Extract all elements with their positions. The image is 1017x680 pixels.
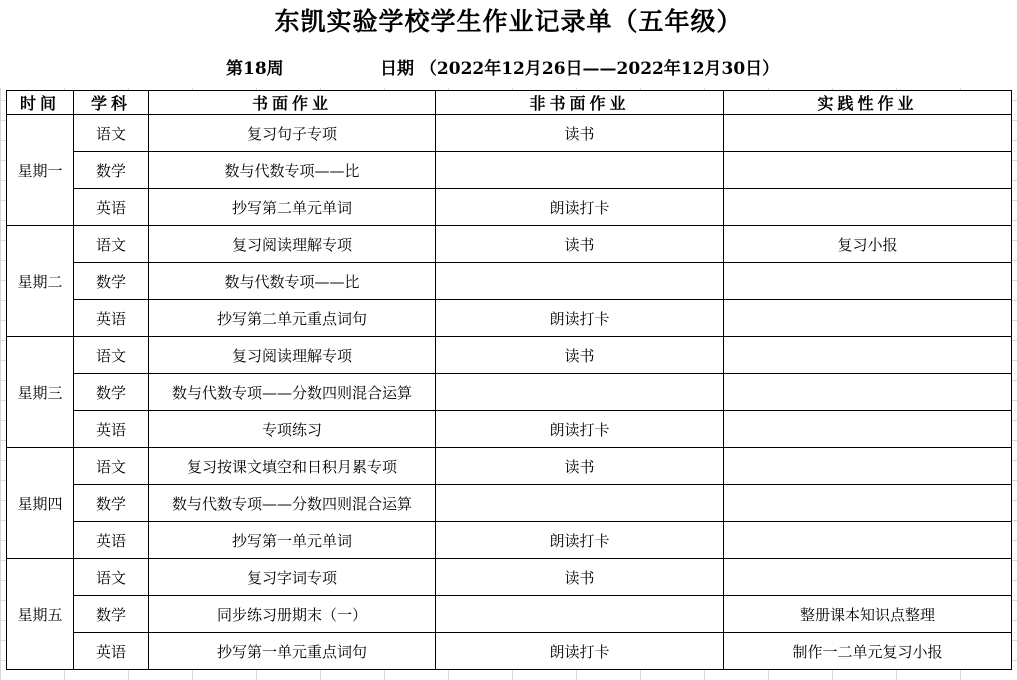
date-range-label: 日期 （2022年12月26日——2022年12月30日）: [380, 59, 780, 79]
written-homework-cell[interactable]: 复习阅读理解专项: [149, 226, 436, 263]
header-subject[interactable]: 学科: [74, 91, 149, 115]
written-homework-cell[interactable]: 数与代数专项——比: [149, 152, 436, 189]
written-homework-cell[interactable]: 数与代数专项——分数四则混合运算: [149, 374, 436, 411]
written-homework-cell[interactable]: 抄写第二单元重点词句: [149, 300, 436, 337]
table-row: [7, 263, 1012, 300]
subject-cell[interactable]: 英语: [74, 300, 149, 337]
nonwritten-homework-cell[interactable]: 朗读打卡: [436, 522, 724, 559]
header-nonwritten[interactable]: 非书面作业: [436, 91, 724, 115]
subject-cell[interactable]: 语文: [74, 115, 149, 152]
subject-cell[interactable]: 英语: [74, 189, 149, 226]
subject-cell[interactable]: 语文: [74, 226, 149, 263]
nonwritten-homework-cell[interactable]: 读书: [436, 337, 724, 374]
nonwritten-homework-cell[interactable]: 读书: [436, 226, 724, 263]
table-row: [7, 559, 1012, 596]
nonwritten-homework-cell[interactable]: 读书: [436, 559, 724, 596]
header-written[interactable]: 书面作业: [149, 91, 436, 115]
table-row: [7, 522, 1012, 559]
nonwritten-homework-cell[interactable]: 朗读打卡: [436, 411, 724, 448]
written-homework-cell[interactable]: 同步练习册期末（一）: [149, 596, 436, 633]
practice-homework-cell[interactable]: [724, 559, 1012, 596]
table-row: [7, 374, 1012, 411]
day-cell[interactable]: 星期四: [7, 448, 74, 559]
subject-cell[interactable]: 语文: [74, 559, 149, 596]
nonwritten-homework-cell[interactable]: [436, 485, 724, 522]
table-row: [7, 300, 1012, 337]
subject-cell[interactable]: 数学: [74, 152, 149, 189]
table-row: [7, 411, 1012, 448]
day-cell[interactable]: 星期一: [7, 115, 74, 226]
practice-homework-cell[interactable]: 整册课本知识点整理: [724, 596, 1012, 633]
practice-homework-cell[interactable]: [724, 411, 1012, 448]
practice-homework-cell[interactable]: [724, 152, 1012, 189]
header-time[interactable]: 时间: [7, 91, 74, 115]
written-homework-cell[interactable]: 复习句子专项: [149, 115, 436, 152]
subtitle-row: [0, 44, 1017, 88]
nonwritten-homework-cell[interactable]: [436, 596, 724, 633]
practice-homework-cell[interactable]: [724, 337, 1012, 374]
header-practice[interactable]: 实践性作业: [724, 91, 1012, 115]
week-label: 第18周: [226, 59, 284, 79]
nonwritten-homework-cell[interactable]: [436, 374, 724, 411]
written-homework-cell[interactable]: 抄写第一单元单词: [149, 522, 436, 559]
table-row: [7, 633, 1012, 670]
written-homework-cell[interactable]: 数与代数专项——分数四则混合运算: [149, 485, 436, 522]
practice-homework-cell[interactable]: [724, 522, 1012, 559]
written-homework-cell[interactable]: 复习按课文填空和日积月累专项: [149, 448, 436, 485]
practice-homework-cell[interactable]: 复习小报: [724, 226, 1012, 263]
table-row: [7, 448, 1012, 485]
table-row: [7, 337, 1012, 374]
table-row: [7, 115, 1012, 152]
header-row: [7, 91, 1012, 115]
nonwritten-homework-cell[interactable]: [436, 263, 724, 300]
table-body: [7, 115, 1012, 670]
written-homework-cell[interactable]: 抄写第二单元单词: [149, 189, 436, 226]
table-row: [7, 485, 1012, 522]
table-row: [7, 596, 1012, 633]
practice-homework-cell[interactable]: [724, 448, 1012, 485]
sheet-title: 东凯实验学校学生作业记录单（五年级）: [0, 0, 1017, 44]
subject-cell[interactable]: 英语: [74, 633, 149, 670]
written-homework-cell[interactable]: 专项练习: [149, 411, 436, 448]
subject-cell[interactable]: 数学: [74, 263, 149, 300]
written-homework-cell[interactable]: 抄写第一单元重点词句: [149, 633, 436, 670]
subject-cell[interactable]: 英语: [74, 411, 149, 448]
table-row: [7, 226, 1012, 263]
nonwritten-homework-cell[interactable]: 朗读打卡: [436, 189, 724, 226]
nonwritten-homework-cell[interactable]: 读书: [436, 115, 724, 152]
written-homework-cell[interactable]: 数与代数专项——比: [149, 263, 436, 300]
practice-homework-cell[interactable]: [724, 115, 1012, 152]
subject-cell[interactable]: 数学: [74, 485, 149, 522]
homework-table: [6, 90, 1012, 670]
written-homework-cell[interactable]: 复习阅读理解专项: [149, 337, 436, 374]
nonwritten-homework-cell[interactable]: 朗读打卡: [436, 300, 724, 337]
subject-cell[interactable]: 数学: [74, 374, 149, 411]
subject-cell[interactable]: 语文: [74, 337, 149, 374]
practice-homework-cell[interactable]: 制作一二单元复习小报: [724, 633, 1012, 670]
table-row: [7, 189, 1012, 226]
day-cell[interactable]: 星期二: [7, 226, 74, 337]
day-cell[interactable]: 星期三: [7, 337, 74, 448]
practice-homework-cell[interactable]: [724, 374, 1012, 411]
subject-cell[interactable]: 数学: [74, 596, 149, 633]
day-cell[interactable]: 星期五: [7, 559, 74, 670]
practice-homework-cell[interactable]: [724, 189, 1012, 226]
subject-cell[interactable]: 英语: [74, 522, 149, 559]
nonwritten-homework-cell[interactable]: [436, 152, 724, 189]
nonwritten-homework-cell[interactable]: 朗读打卡: [436, 633, 724, 670]
practice-homework-cell[interactable]: [724, 485, 1012, 522]
subject-cell[interactable]: 语文: [74, 448, 149, 485]
nonwritten-homework-cell[interactable]: 读书: [436, 448, 724, 485]
table-row: [7, 152, 1012, 189]
written-homework-cell[interactable]: 复习字词专项: [149, 559, 436, 596]
practice-homework-cell[interactable]: [724, 300, 1012, 337]
practice-homework-cell[interactable]: [724, 263, 1012, 300]
